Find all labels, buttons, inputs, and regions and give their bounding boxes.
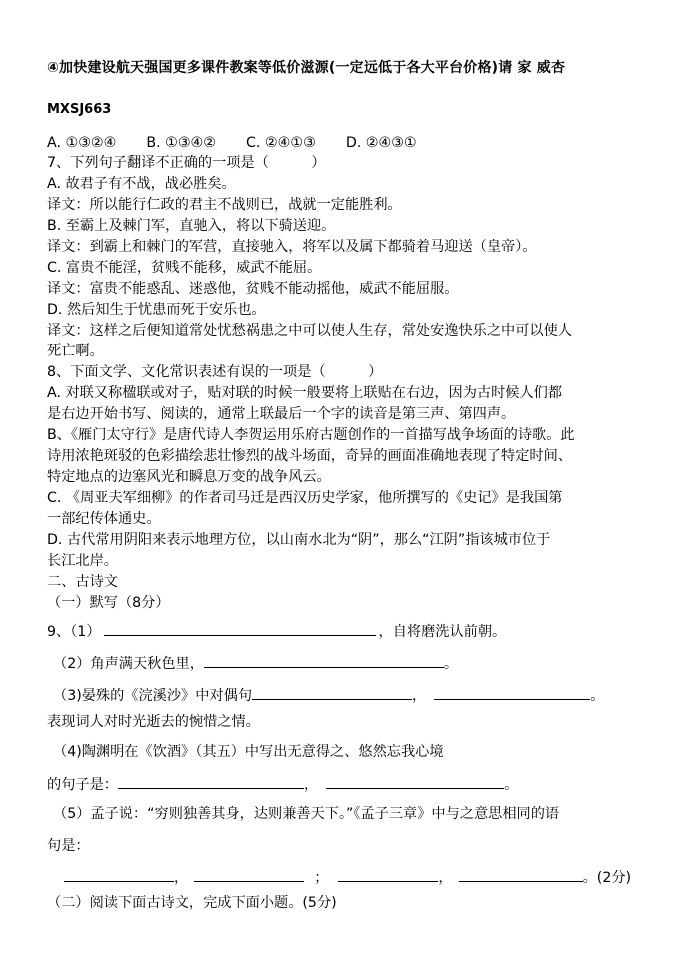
option-c: C. ②④①③ [246,135,316,151]
q9-5-end: 。(2分) [582,870,632,886]
q9-5-sep1: ， [174,870,189,886]
q9-1-label: 9、（1） [47,624,101,640]
q9-4-end: 。 [504,777,519,793]
q9-5-answer [64,866,631,888]
q7-option-a-translation: 译文：所以能行仁政的君主不战则已，战就一定能胜利。 [47,197,402,213]
q9-4-label: 的句子是： [47,777,118,793]
answer-blank[interactable] [104,620,376,636]
q7-stem: 7、下列句子翻译不正确的一项是（ ） [47,155,326,171]
answer-blank[interactable] [326,773,504,789]
q9-1 [47,620,506,642]
q8-option-b-cont2: 特定地点的边塞风光和瞬息万变的战争风云。 [47,469,331,485]
q9-2-text: （2）角声满天秋色里， [53,656,204,672]
q7-option-d: D. 然后知生于忧患而死于安乐也。 [47,302,266,318]
q9-5-cont: 句是： [47,838,90,854]
q9-3-cont: 表现词人对时光逝去的惋惜之情。 [47,714,260,730]
option-d: D. ②④③① [345,135,417,151]
q9-3-end: 。 [590,688,605,704]
q9-3-text: （3)晏殊的《浣溪沙》中对偶句 [53,688,253,704]
option-b: B. ①③④② [146,135,216,151]
q7-option-c-translation: 译文：富贵不能惑乱、迷惑他，贫贱不能动摇他，威武不能屈服。 [47,281,459,297]
header-line: ④加快建设航天强国更多课件教案等低价滋源(一定远低于各大平台价格)请 家 威杏 [47,60,566,76]
q9-2-end: 。 [443,656,459,672]
q7-option-d-translation: 译文：这样之后便知道常处忧愁祸患之中可以使人生存，常处安逸快乐之中可以使人 [47,323,572,339]
q7-option-c: C. 富贵不能淫，贫贱不能移，威武不能屈。 [47,260,322,276]
q8-option-c-cont: 一部纪传体通史。 [47,511,161,527]
option-a: A. ①③②④ [47,135,117,151]
q9-3-sep: ， [412,688,427,704]
answer-blank[interactable] [194,866,304,882]
q9-5: （5）孟子说：“穷则独善其身，达则兼善天下。”《孟子三章》中与之意思相同的语 [53,806,560,822]
q7-option-b: B. 至霸上及棘门军，直驰入，将以下骑送迎。 [47,218,336,234]
options-row [47,133,447,153]
answer-blank[interactable] [204,652,444,668]
q8-option-d-cont: 长江北岸。 [47,553,118,569]
q8-stem: 8、下面文学、文化常识表述有误的一项是（ ） [47,364,383,380]
q8-option-a-cont: 是右边开始书写、阅读的，通常上联最后一个字的读音是第三声、第四声。 [47,406,516,422]
q7-option-a: A. 故君子有不战，战必胜矣。 [47,176,236,192]
q8-option-c: C. 《周亚夫军细柳》的作者司马迁是西汉历史学家，他所撰写的《史记》是我国第 [47,490,563,506]
answer-blank[interactable] [64,866,174,882]
answer-blank[interactable] [338,866,438,882]
q9-5-sep2: ； [314,870,329,886]
answer-blank[interactable] [118,773,304,789]
subsection-title: （一）默写（8分） [47,595,170,611]
q9-2 [53,652,458,674]
header-code: MXSJ663 [47,102,112,117]
q8-option-a: A. 对联又称楹联或对子，贴对联的时候一般要将上联贴在右边，因为古时候人们都 [47,385,563,401]
q9-5-sep3: ， [438,870,453,886]
q9-4-sep: ， [303,777,319,793]
q7-option-b-translation: 译文：到霸上和棘门的军营，直接驰入，将军以及属下都骑着马迎送（皇帝）。 [47,239,537,255]
answer-blank[interactable] [252,684,412,700]
q8-option-b: B、《雁门太守行》是唐代诗人李贺运用乐府古题创作的一首描写战争场面的诗歌。此 [47,427,575,443]
section-title: 二、古诗文 [47,574,118,590]
q8-option-d: D. 古代常用阴阳来表示地理方位，以山南水北为“阴”，那么“江阴”指该城市位于 [47,532,551,548]
answer-blank[interactable] [459,866,583,882]
q7-option-d-translation-cont: 死亡啊。 [47,343,104,359]
q9-3 [53,684,604,706]
q9-4: （4)陶渊明在《饮酒》（其五）中写出无意得之、悠然忘我心境 [53,744,444,760]
q9-1-text: ，自将磨洗认前朝。 [378,624,507,640]
q8-option-b-cont: 诗用浓艳斑驳的色彩描绘悲壮惨烈的战斗场面，奇异的画面准确地表现了特定时间、 [47,448,572,464]
q9-4-answer [47,773,518,795]
subsection-title-2: （二）阅读下面古诗文，完成下面小题。(5分) [47,895,337,911]
answer-blank[interactable] [434,684,590,700]
